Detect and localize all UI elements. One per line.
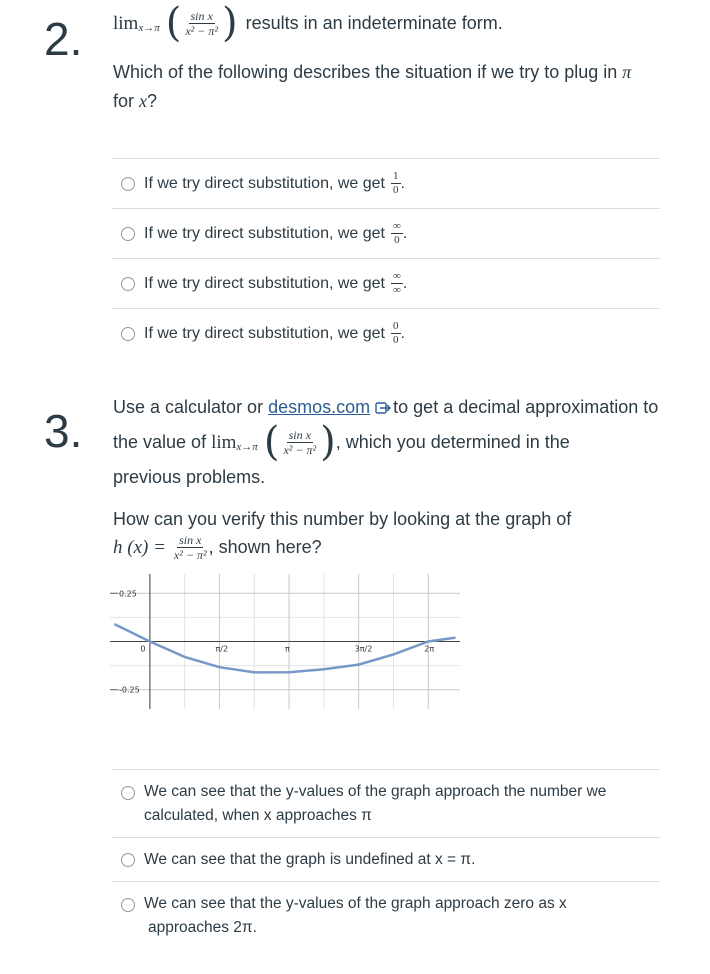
radio-button[interactable]	[121, 277, 135, 291]
q3-options	[112, 769, 660, 946]
x-tick-label: π	[285, 644, 290, 654]
q2-option-3[interactable]: If we try direct substitution, we get $\frac{\infty}{\infty}$ .	[112, 259, 660, 309]
q3-option-3[interactable]: We can see that the y-values of the graph approach zero as x approaches 2π.	[112, 882, 660, 946]
lim-subscript: x→π	[138, 21, 160, 34]
q3-verify-line1: How can you verify this number by looking at the graph of	[113, 509, 572, 529]
radio-button[interactable]	[121, 227, 135, 241]
radio-button[interactable]	[121, 898, 135, 912]
function-graph	[110, 574, 460, 709]
q3-option-1[interactable]: We can see that the y-values of the graph approach the number we calculated, when x approaches π	[112, 770, 660, 838]
x-tick-label: 2π	[424, 644, 435, 654]
x-tick-label: π/2	[215, 644, 229, 654]
radio-button[interactable]	[121, 327, 135, 341]
q2-option-1[interactable]: If we try direct substitution, we get $\frac{1}{0}$ .	[112, 159, 660, 209]
question-number-3: 3.	[44, 405, 83, 457]
fraction: $\frac{1}{0}$	[393, 170, 399, 196]
radio-button[interactable]	[121, 853, 135, 867]
q2-question: Which of the following describes the situation if we try to plug in π for x?	[113, 62, 632, 111]
y-tick-label: 0.25	[119, 589, 137, 599]
x-tick-label: 0	[140, 644, 146, 654]
q2-intro-text: results in an indeterminate form.	[245, 12, 503, 33]
q3-line3: previous problems.	[113, 467, 266, 487]
q2-options	[112, 158, 660, 358]
q3-line2: the value of lim x→π ( $\frac{\text{sin x}}{\text{x² − π²}}$ ) , which you determined in the	[113, 418, 570, 465]
q3-option-2[interactable]: We can see that the graph is undefined at x = π.	[112, 838, 660, 882]
lim-operator: lim	[113, 12, 139, 34]
desmos-link[interactable]: desmos.com	[268, 397, 371, 417]
radio-button[interactable]	[121, 786, 135, 800]
y-tick-label: -0.25	[119, 685, 140, 695]
q2-option-4[interactable]: If we try direct substitution, we get $\frac{0}{0}$ .	[112, 309, 660, 358]
fraction: $\frac{0}{0}$	[393, 320, 399, 346]
external-link-icon	[375, 401, 393, 415]
fraction: $\frac{\infty}{\infty}$	[393, 270, 401, 296]
q3-line1: Use a calculator or desmos.com to get a decimal approximation to	[113, 397, 659, 417]
q2-limit-expression: lim x→π ( $\frac{\text{sin x}}{\text{x² − π²}}$ ) results in an indeterminate form.	[113, 0, 503, 46]
q3-verify-line2: h (x) = $\frac{\text{sin x}}{\text{x² − π²}}$ , shown here?	[113, 532, 322, 562]
question-number-2: 2.	[44, 13, 83, 65]
q2-fraction: $\frac{\text{sin x}}{\text{x² − π²}}$	[185, 8, 218, 38]
q2-option-2[interactable]: If we try direct substitution, we get $\frac{\infty}{0}$ .	[112, 209, 660, 259]
fraction: $\frac{\infty}{0}$	[393, 220, 401, 246]
x-tick-label: 3π/2	[354, 644, 373, 654]
radio-button[interactable]	[121, 177, 135, 191]
h-fraction: $\frac{\text{sin x}}{\text{x² − π²}}$	[173, 532, 207, 562]
q3-fraction: $\frac{\text{sin x}}{\text{x² − π²}}$	[283, 427, 317, 457]
